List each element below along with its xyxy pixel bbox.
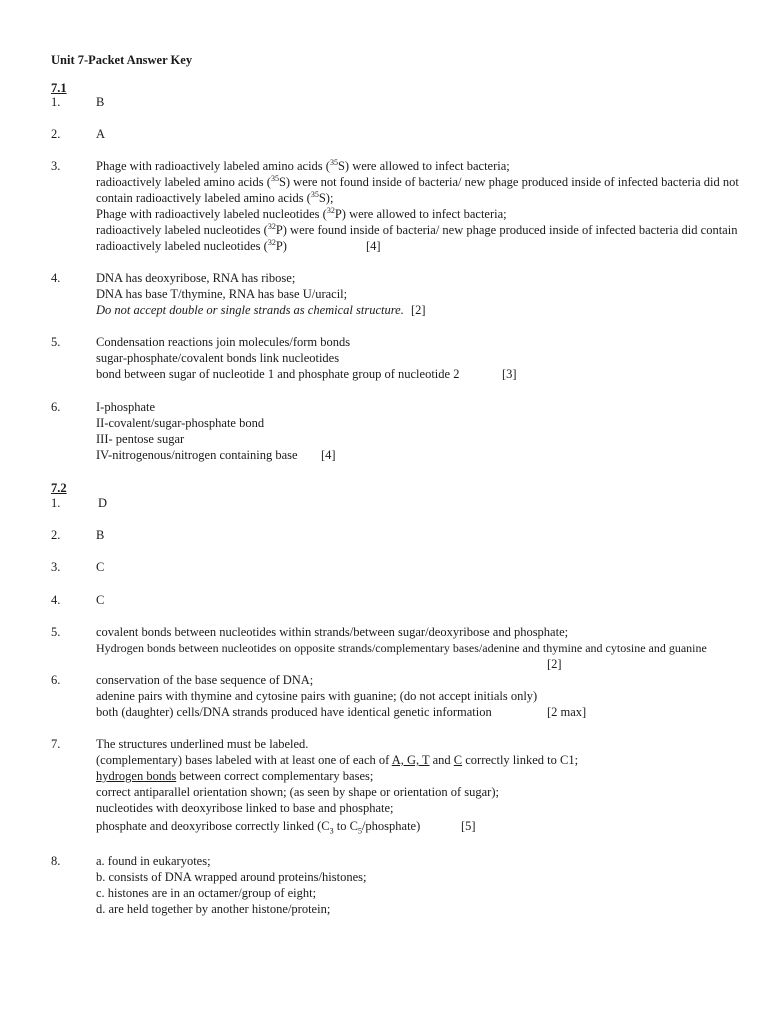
answer-line: Phage with radioactively labeled nucleotides ($^{32}$P) were allowed to infect bacteria; <box>96 205 507 221</box>
q-number: 2. <box>51 127 61 141</box>
q-number: 1. <box>51 496 61 510</box>
section-heading-7-2: 7.2 <box>51 481 67 495</box>
section-heading-7-1: 7.1 <box>51 81 67 95</box>
mark-allocation: [4] <box>366 239 381 253</box>
mark-allocation: [4] <box>321 448 336 462</box>
q-number: 4. <box>51 271 61 285</box>
answer-line: DNA has deoxyribose, RNA has ribose; <box>96 271 296 285</box>
mark-allocation: [2] <box>411 303 426 317</box>
answer-text: A <box>96 127 106 141</box>
answer-line: nucleotides with deoxyribose linked to base and phosphate; <box>96 801 394 815</box>
answer-line: a. found in eukaryotes; <box>96 854 211 868</box>
q-number: 6. <box>51 400 61 414</box>
mark-allocation: [2 max] <box>547 705 587 719</box>
page-title: Unit 7-Packet Answer Key <box>51 53 193 67</box>
mark-allocation: [3] <box>502 367 517 381</box>
q-number: 3. <box>51 159 61 173</box>
answer-note: Do not accept double or single strands as chemical structure. <box>96 303 404 317</box>
answer-line: The structures underlined must be labeled. <box>96 737 309 751</box>
answer-line: phosphate and deoxyribose correctly linked ($C_3$ to $C_5/phosphate$) <box>96 819 421 836</box>
answer-text: D <box>98 496 108 510</box>
q-number: 6. <box>51 673 61 687</box>
answer-line: radioactively labeled nucleotides ($^{32}$P) were found inside of bacteria/ new phage produced inside of infected bacteria did contain <box>96 221 738 237</box>
q-number: 1. <box>51 95 61 109</box>
mark-allocation: [5] <box>461 819 476 833</box>
q-number: 5. <box>51 335 61 349</box>
answer-line: adenine pairs with thymine and cytosine pairs with guanine; (do not accept initials only) <box>96 689 538 703</box>
answer-line: both (daughter) cells/DNA strands produced have identical genetic information <box>96 705 492 719</box>
answer-line: c. histones are in an octamer/group of eight; <box>96 886 317 900</box>
answer-line: b. consists of DNA wrapped around proteins/histones; <box>96 870 367 884</box>
mark-allocation: [2] <box>547 657 562 671</box>
answer-line: conservation of the base sequence of DNA; <box>96 673 314 687</box>
answer-text: C <box>96 560 105 574</box>
answer-line: I-phosphate <box>96 400 156 414</box>
answer-line: radioactively labeled amino acids ($^{35}$S) were not found inside of bacteria/ new phage produced inside of infected bacteria did not <box>96 173 739 189</box>
answer-line: II-covalent/sugar-phosphate bond <box>96 416 265 430</box>
answer-text: C <box>96 593 105 607</box>
answer-line: Hydrogen bonds between nucleotides on opposite strands/complementary bases/adenine and thymine and cytosine and guanine <box>96 641 707 655</box>
q-number: 4. <box>51 593 61 607</box>
answer-line: sugar-phosphate/covalent bonds link nucleotides <box>96 351 340 365</box>
answer-line: III- pentose sugar <box>96 432 185 446</box>
answer-line: correct antiparallel orientation shown; (as seen by shape or orientation of sugar); <box>96 785 499 799</box>
answer-text: B <box>96 528 105 542</box>
answer-line: covalent bonds between nucleotides within strands/between sugar/deoxyribose and phosphate; <box>96 625 569 639</box>
answer-line: bond between sugar of nucleotide 1 and phosphate group of nucleotide 2 <box>96 367 460 381</box>
answer-line: radioactively labeled nucleotides ($^{32}$P) <box>96 237 287 253</box>
answer-line: (complementary) bases labeled with at least one of each of A, G, T and C correctly linked to C1; <box>96 753 579 767</box>
answer-line: contain radioactively labeled amino acids ($^{35}$S); <box>96 189 334 205</box>
answer-line: IV-nitrogenous/nitrogen containing base <box>96 448 298 462</box>
answer-line: d. are held together by another histone/protein; <box>96 902 331 916</box>
q-number: 3. <box>51 560 61 574</box>
answer-line: Phage with radioactively labeled amino acids ($^{35}$S) were allowed to infect bacteria; <box>96 157 510 173</box>
q-number: 2. <box>51 528 61 542</box>
q-number: 5. <box>51 625 61 639</box>
q-number: 7. <box>51 737 61 751</box>
answer-line: hydrogen bonds between correct complementary bases; <box>96 769 374 783</box>
answer-text: B <box>96 95 105 109</box>
answer-line: DNA has base T/thymine, RNA has base U/uracil; <box>96 287 348 301</box>
answer-line: Condensation reactions join molecules/form bonds <box>96 335 351 349</box>
q-number: 8. <box>51 854 61 868</box>
